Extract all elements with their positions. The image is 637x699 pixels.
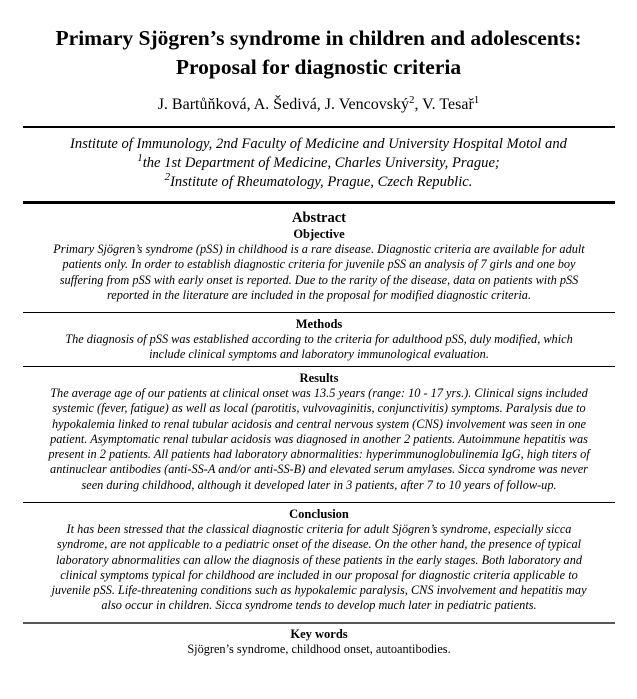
text-line: include clinical symptoms and laboratory immunological evaluation. — [149, 347, 489, 362]
text-line: clinical symptoms typical for childhood are included in our proposal for diagnostic criteria applicable to — [60, 567, 578, 582]
section-heading-results: Results — [299, 371, 339, 385]
text-line: seen during childhood, although it developed later in 3 patients, after 7 to 10 years of follow-up. — [81, 477, 557, 492]
affiliation-line: Institute of Immunology, 2nd Faculty of Medicine and University Hospital Motol and — [70, 136, 567, 152]
author: A. Šedivá — [253, 96, 317, 113]
results-text — [23, 386, 615, 493]
methods-section — [23, 317, 615, 363]
author: V. Tesař — [422, 96, 474, 113]
objective-section — [23, 210, 615, 303]
divider-top — [23, 126, 615, 128]
conclusion-section — [23, 507, 615, 614]
text-line: The diagnosis of pSS was established according to the criteria for adulthood pSS, duly modified, which — [65, 332, 573, 346]
affiliation-mark: 1 — [137, 152, 143, 164]
text-line: antinuclear antibodies (anti-SS-A and/or anti-SS-B) and elevated serum amylases. Sicca syndrome was never — [50, 462, 588, 477]
text-line: hypokalemia linked to renal tubular acidosis and central nervous system (CNS) involvement was seen in one — [51, 416, 587, 431]
author-affiliation-mark: 1 — [473, 94, 480, 106]
author-list: J. Bartůňková, A. Šedivá, J. Vencovský$^2$, V. Tesař$^1$ — [157, 94, 480, 113]
text-line: Primary Sjögren’s syndrome (pSS) in childhood is a rare disease. Diagnostic criteria are available for adult — [53, 242, 585, 256]
author: J. Vencovský — [324, 96, 409, 113]
keywords-section — [23, 627, 615, 657]
section-heading-keywords: Key words — [290, 627, 348, 641]
affiliation-line: $^2$Institute of Rheumatology, Prague, Czech Republic. — [164, 171, 473, 190]
text-line: It has been stressed that the classical diagnostic criteria for adult Sjögren’s syndrome, especially sicca — [66, 522, 572, 536]
title-line-1: Primary Sjögren’s syndrome in children and adolescents: — [55, 26, 582, 50]
section-heading-conclusion: Conclusion — [289, 507, 349, 521]
text-line: also occur in children. Sicca syndrome tends to develop much later in pediatric patients. — [101, 598, 537, 613]
affiliations — [0, 135, 637, 192]
conclusion-text — [23, 522, 615, 614]
divider-conclusion — [23, 622, 615, 624]
affiliation-line: $^1$the 1st Department of Medicine, Charles University, Prague; — [137, 152, 500, 171]
objective-text — [23, 242, 615, 303]
author-affiliation-mark: 2 — [408, 94, 415, 106]
author: J. Bartůňková — [157, 96, 247, 113]
affiliation-mark: 2 — [164, 171, 171, 183]
divider-results — [23, 502, 615, 503]
text-line: present in 2 patients. All patients had laboratory abnormalities: hyperimmunoglobulinemia IgG, high titers of — [48, 447, 590, 462]
text-line: juvenile pSS. Life-threatening conditions such as hypokalemic paralysis, CNS involvement and hepatitis may — [51, 583, 587, 598]
keywords-text: Sjögren’s syndrome, childhood onset, autoantibodies. — [187, 642, 451, 656]
text-line: systemic (fever, fatigue) as well as local (parotitis, vulvovaginitis, conjunctivitis) symptoms. Paralysis due to — [52, 401, 586, 416]
methods-text — [23, 332, 615, 363]
results-section — [23, 371, 615, 493]
text-line: patients only. In order to establish diagnostic criteria for juvenile pSS an analysis of 7 girls and one boy — [62, 257, 576, 272]
abstract-heading: Abstract — [292, 210, 346, 226]
text-line: reported in the literature are included in the proposal for modified diagnostic criteria. — [106, 287, 532, 302]
paper-title — [0, 24, 637, 82]
text-line: laboratory abnormalities can allow the diagnosis of these patients in the early stages. Both laboratory and — [55, 552, 582, 567]
text-line: syndrome, are not applicable to a pediatric onset of the disease. On the other hand, the presence of typical — [56, 537, 582, 552]
section-heading-objective: Objective — [293, 227, 345, 241]
divider-thick — [23, 201, 615, 204]
title-line-2: Proposal for diagnostic criteria — [175, 55, 462, 79]
section-heading-methods: Methods — [295, 317, 343, 331]
text-line: patient. Asymptomatic renal tubular acidosis was diagnosed in another 2 patients. Autoimmune hepatitis was — [50, 431, 588, 446]
divider-objective — [23, 312, 615, 313]
text-line: The average age of our patients at clinical onset was 13.5 years (range: 10 - 17 yrs.). Clinical signs included — [50, 386, 588, 400]
divider-methods — [23, 366, 615, 367]
text-line: suffering from pSS with early onset is reported. Due to the rarity of the disease, data on patients with pSS — [59, 272, 579, 287]
